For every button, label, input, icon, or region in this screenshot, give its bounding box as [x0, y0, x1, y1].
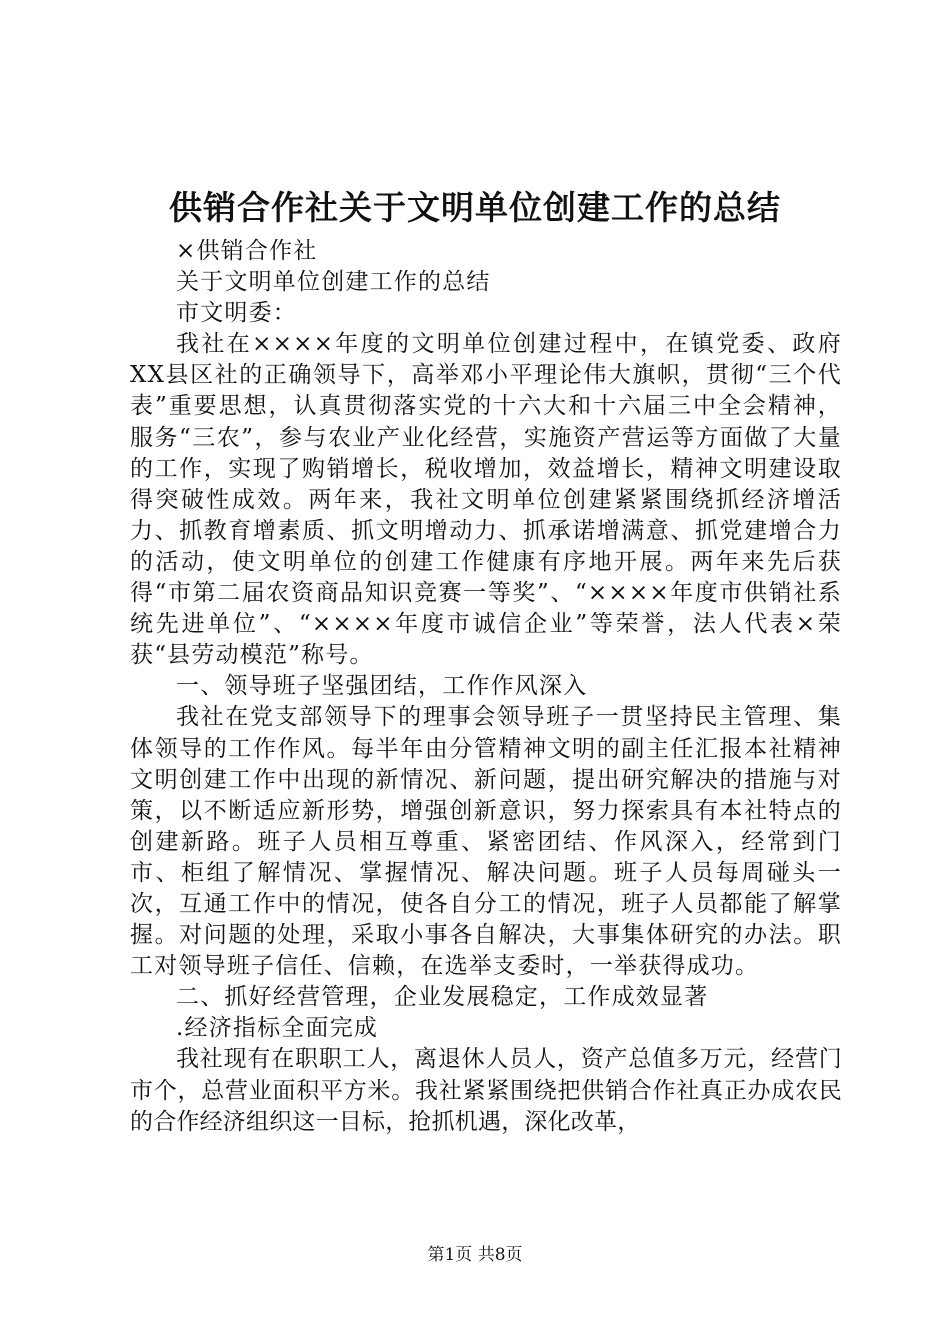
section-heading-2: 二、抓好经营管理，企业发展稳定，工作成效显著	[176, 984, 709, 1011]
page-number-footer: 第1页 共8页	[427, 1245, 523, 1265]
subsection-heading: .经济指标全面完成	[176, 1015, 379, 1042]
section-1-paragraph: 我社在党支部领导下的理事会领导班子一贯坚持民主管理、集体领导的工作作风。每半年由分管精神文明的副主任汇报本社精神文明创建工作中出现的新情况、新问题，提出研究解决的措施与对策，以不断适应新形势，增强创新意识，努力探索具有本社特点的创建新路。班子人员相互尊重、紧密团结、作风深入，经常到门市、柜组了解情况、掌握情况、解决问题。班子人员每周碰头一次，互通工作中的情况，使各自分工的情况，班子人员都能了解掌握。对问题的处理，采取小事各自解决，大事集体研究的办法。职工对领导班子信任、信赖，在选举支委时，一举获得成功。	[130, 704, 842, 980]
section-2-paragraph: 我社现有在职职工人，离退休人员人，资产总值多万元，经营门市个，总营业面积平方米。我社紧紧围绕把供销合作社真正办成农民的合作经济组织这一目标，抢抓机遇，深化改革，	[130, 1046, 842, 1135]
salutation-line: 市文明委：	[176, 300, 297, 327]
intro-paragraph: 我社在××××年度的文明单位创建过程中，在镇党委、政府XX县区社的正确领导下，高举邓小平理论伟大旗帜，贯彻“三个代表”重要思想，认真贯彻落实党的十六大和十六届三中全会精神，服务“三农”，参与农业产业化经营，实施资产营运等方面做了大量的工作，实现了购销增长，税收增加，效益增长，精神文明建设取得突破性成效。两年来，我社文明单位创建紧紧围绕抓经济增活力、抓教育增素质、抓文明增动力、抓承诺增满意、抓党建增合力的活动，使文明单位的创建工作健康有序地开展。两年来先后获得“市第二届农资商品知识竞赛一等奖”、“××××年度市供销社系统先进单位”、“××××年度市诚信企业”等荣誉，法人代表×荣获“县劳动模范”称号。	[130, 331, 842, 669]
section-heading-1: 一、领导班子坚强团结，工作作风深入	[176, 673, 588, 700]
subtitle-line: 关于文明单位创建工作的总结	[176, 269, 491, 296]
organization-line: ×供销合作社	[176, 238, 318, 264]
document-title: 供销合作社关于文明单位创建工作的总结	[169, 188, 781, 227]
document-body	[130, 236, 842, 1138]
